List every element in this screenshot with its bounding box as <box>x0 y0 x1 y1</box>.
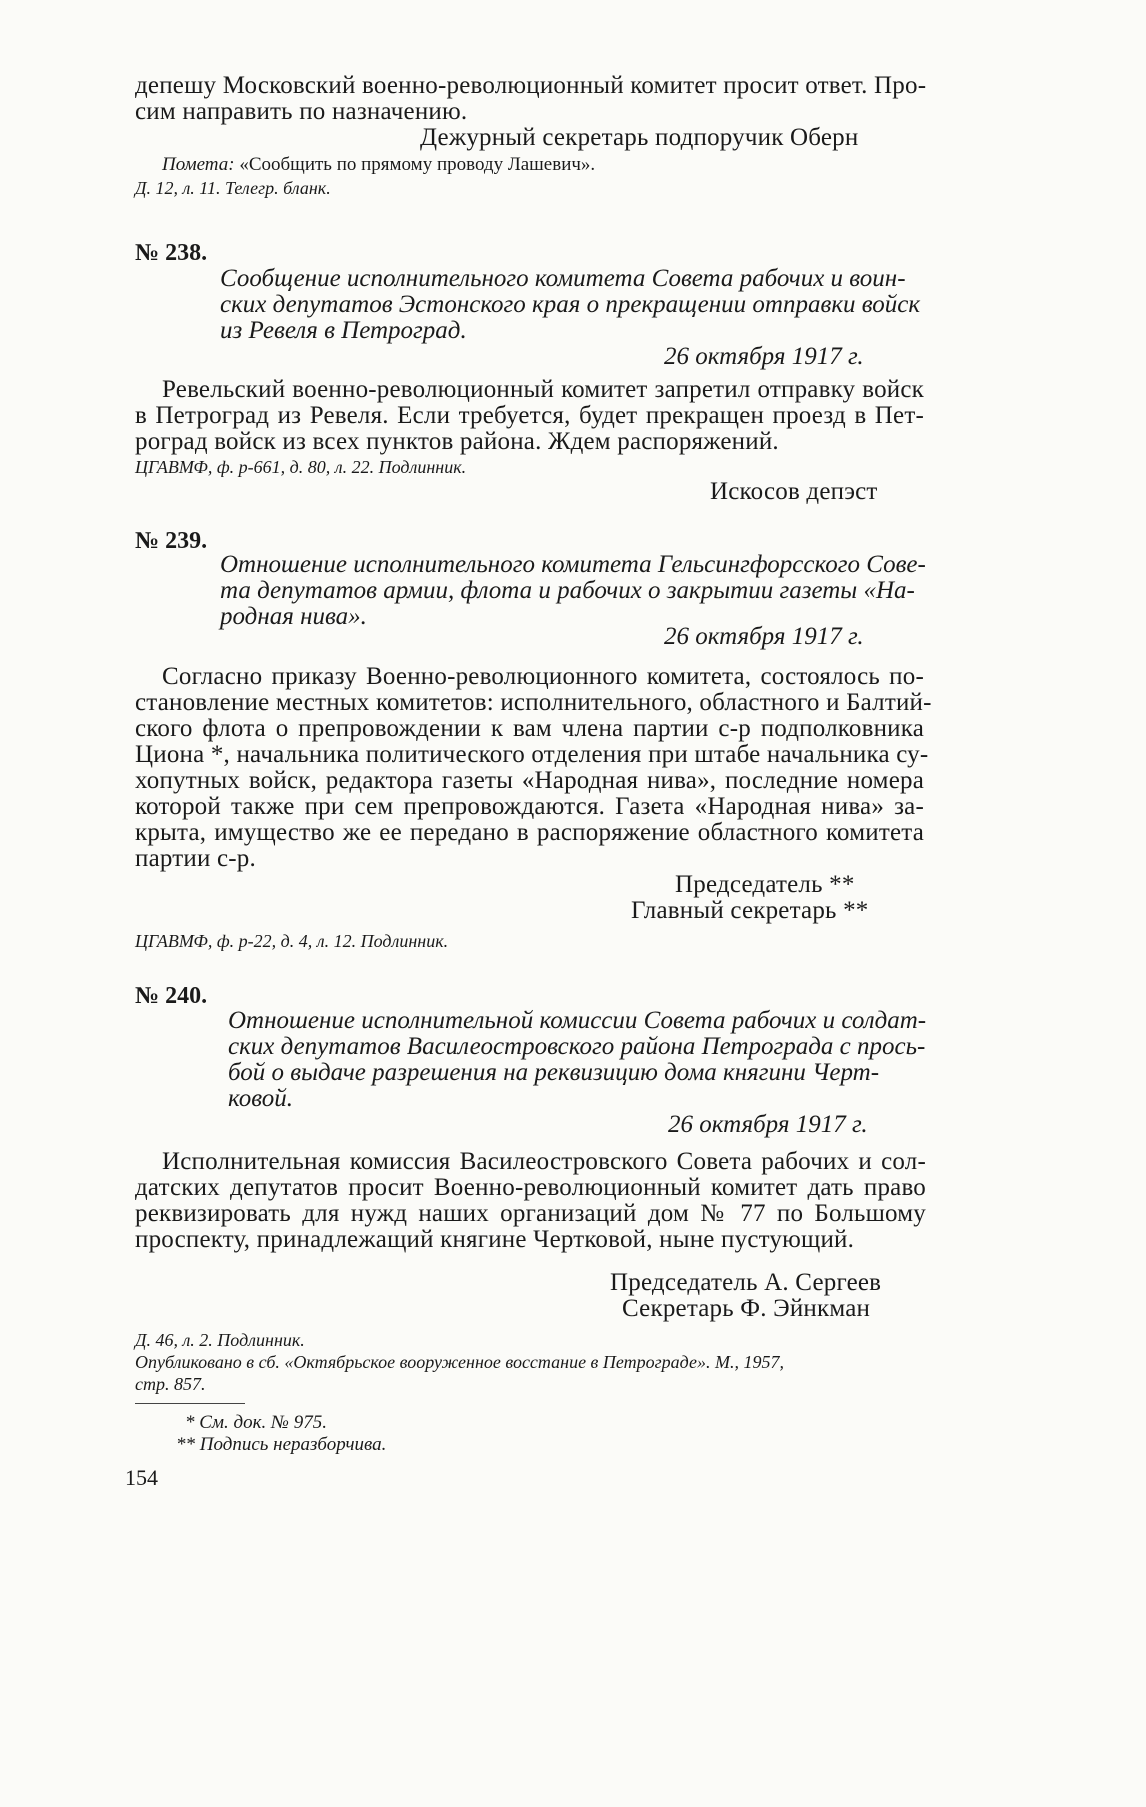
annotation-label: Помета: <box>162 154 235 175</box>
signature: Искосов депэст <box>710 478 878 505</box>
document-title-line: ковой. <box>228 1085 294 1112</box>
document-number: № 238. <box>135 240 208 266</box>
document-title-line: из Ревеля в Петроград. <box>220 317 467 344</box>
publication-source: стр. 857. <box>135 1374 206 1394</box>
archive-source: Д. 46, л. 2. Подлинник. <box>135 1330 305 1350</box>
archive-source: Д. 12, л. 11. Телегр. бланк. <box>135 178 331 198</box>
paragraph-line: становление местных комитетов: исполнительного, областного и Балтий- <box>135 689 932 716</box>
paragraph-line: проспекту, принадлежащий княгине Чертковой, ныне пустующий. <box>135 1226 855 1253</box>
page-number: 154 <box>125 1465 158 1490</box>
paragraph-line: в Петроград из Ревеля. Если требуется, будет прекращен проезд в Пет- <box>135 402 924 429</box>
archive-source: ЦГАВМФ, ф. р-661, д. 80, л. 22. Подлинник. <box>135 457 467 477</box>
paragraph-line: которой также при сем препровождаются. Газета «Народная нива» за- <box>135 793 924 820</box>
document-title-line: бой о выдаче разрешения на реквизицию дома княгини Черт- <box>228 1059 880 1086</box>
document-title-line: Отношение исполнительной комиссии Совета рабочих и солдат- <box>228 1007 927 1034</box>
document-date: 26 октября 1917 г. <box>664 343 864 370</box>
paragraph-line: крыта, имущество же ее передано в распоряжение областного комитета <box>135 819 924 846</box>
paragraph-line: реквизировать для нужд наших организаций дом № 77 по Большому <box>135 1200 926 1227</box>
annotation-text: «Сообщить по прямому проводу Лашевич». <box>239 154 596 175</box>
paragraph-line: Циона *, начальника политического отделения при штабе начальника су- <box>135 741 929 768</box>
document-title-line: родная нива». <box>220 603 367 630</box>
signature: Главный секретарь ** <box>631 897 869 924</box>
document-date: 26 октября 1917 г. <box>664 623 864 650</box>
signature: Секретарь Ф. Эйнкман <box>622 1295 871 1322</box>
signature: Председатель А. Сергеев <box>610 1269 882 1296</box>
paragraph-line: ского флота о препровождении к вам члена партии с-р подполковника <box>135 715 924 742</box>
paragraph-line: Согласно приказу Военно-революционного комитета, состоялось по- <box>162 663 924 690</box>
document-title-line: Сообщение исполнительного комитета Совета рабочих и воин- <box>220 265 906 292</box>
annotation <box>162 154 595 176</box>
paragraph-line: датских депутатов просит Военно-революционный комитет дать право <box>135 1174 926 1201</box>
document-title-line: ских депутатов Василеостровского района Петрограда с прось- <box>228 1033 926 1060</box>
document-title-line: ских депутатов Эстонского края о прекращении отправки войск <box>220 291 921 318</box>
paragraph-line: сим направить по назначению. <box>135 98 468 125</box>
paragraph-line: хопутных войск, редактора газеты «Народная нива», последние номера <box>135 767 924 794</box>
signature: Председатель ** <box>675 871 855 898</box>
signature: Дежурный секретарь подпоручик Оберн <box>420 124 859 151</box>
paragraph-line: партии с-р. <box>135 845 256 872</box>
footnote: ** Подпись неразборчива. <box>176 1434 387 1455</box>
document-number: № 240. <box>135 983 208 1009</box>
document-title-line: та депутатов армии, флота и рабочих о закрытии газеты «На- <box>220 577 915 604</box>
paragraph-line: депешу Московский военно-революционный комитет просит ответ. Про- <box>135 72 927 99</box>
document-date: 26 октября 1917 г. <box>668 1111 868 1138</box>
paragraph-line: Ревельский военно-революционный комитет запретил отправку войск <box>162 376 924 403</box>
publication-source: Опубликовано в сб. «Октябрьское вооруженное восстание в Петрограде». М., 1957, <box>135 1352 784 1372</box>
paragraph-line: роград войск из всех пунктов района. Ждем распоряжений. <box>135 428 779 455</box>
paragraph-line: Исполнительная комиссия Василеостровского Совета рабочих и сол- <box>162 1148 926 1175</box>
document-title-line: Отношение исполнительного комитета Гельсингфорсского Сове- <box>220 551 926 578</box>
footnote: * См. док. № 975. <box>185 1412 327 1433</box>
archive-source: ЦГАВМФ, ф. р-22, д. 4, л. 12. Подлинник. <box>135 931 449 951</box>
document-number: № 239. <box>135 528 208 554</box>
footnote-divider <box>135 1403 245 1404</box>
